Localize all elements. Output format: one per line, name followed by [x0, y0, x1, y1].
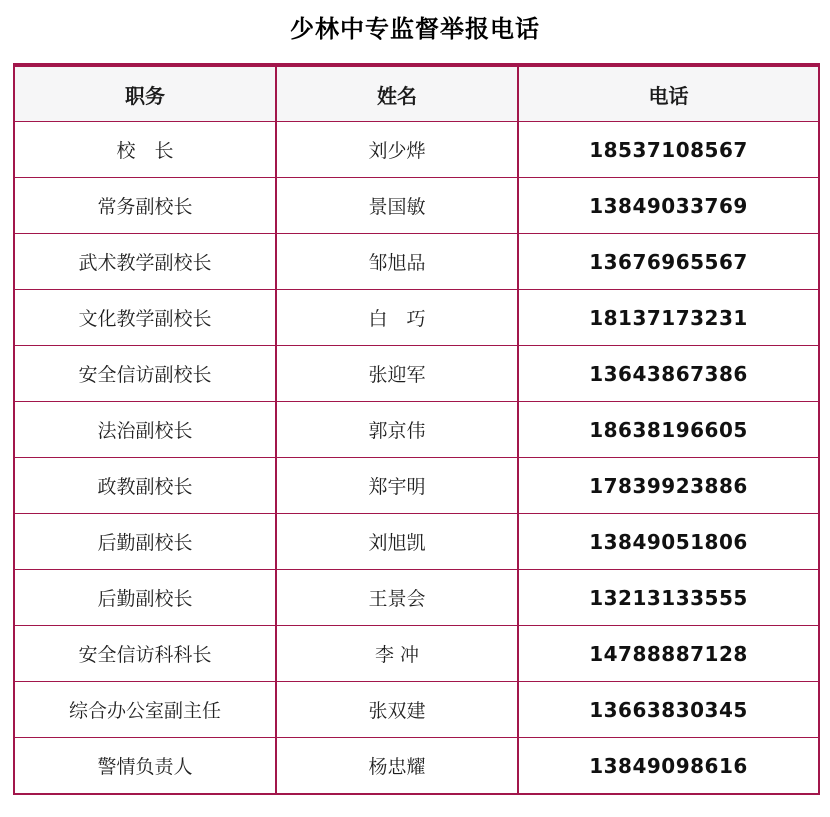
phone-cell: 17839923886	[518, 458, 819, 514]
name-cell: 刘少烨	[276, 122, 518, 178]
phone-cell: 13849098616	[518, 738, 819, 795]
table-body	[14, 122, 819, 795]
phone-cell: 13643867386	[518, 346, 819, 402]
table-row	[14, 290, 819, 346]
position-cell: 武术教学副校长	[14, 234, 276, 290]
phone-cell: 18537108567	[518, 122, 819, 178]
phone-cell: 13663830345	[518, 682, 819, 738]
table-row	[14, 122, 819, 178]
column-header-name: 姓名	[276, 65, 518, 122]
table-row	[14, 234, 819, 290]
position-cell: 后勤副校长	[14, 570, 276, 626]
phone-cell: 18638196605	[518, 402, 819, 458]
table-row	[14, 458, 819, 514]
position-cell: 常务副校长	[14, 178, 276, 234]
report-phone-table	[13, 63, 820, 795]
name-cell: 杨忠耀	[276, 738, 518, 795]
page-title: 少林中专监督举报电话	[290, 15, 540, 43]
phone-cell: 18137173231	[518, 290, 819, 346]
name-cell: 张双建	[276, 682, 518, 738]
table-row	[14, 626, 819, 682]
position-cell: 校 长	[14, 122, 276, 178]
table-row	[14, 738, 819, 795]
table-row	[14, 346, 819, 402]
phone-cell: 13849051806	[518, 514, 819, 570]
phone-cell: 13676965567	[518, 234, 819, 290]
name-cell: 郭京伟	[276, 402, 518, 458]
table-header	[14, 65, 819, 122]
header-row	[14, 65, 819, 122]
column-header-phone: 电话	[518, 65, 819, 122]
position-cell: 文化教学副校长	[14, 290, 276, 346]
name-cell: 李 冲	[276, 626, 518, 682]
table-row	[14, 402, 819, 458]
name-cell: 刘旭凯	[276, 514, 518, 570]
table-row	[14, 682, 819, 738]
name-cell: 景国敏	[276, 178, 518, 234]
position-cell: 法治副校长	[14, 402, 276, 458]
position-cell: 综合办公室副主任	[14, 682, 276, 738]
position-cell: 警情负责人	[14, 738, 276, 795]
name-cell: 郑宇明	[276, 458, 518, 514]
name-cell: 王景会	[276, 570, 518, 626]
position-cell: 安全信访副校长	[14, 346, 276, 402]
position-cell: 安全信访科科长	[14, 626, 276, 682]
name-cell: 张迎军	[276, 346, 518, 402]
name-cell: 白 巧	[276, 290, 518, 346]
table-row	[14, 178, 819, 234]
phone-cell: 14788887128	[518, 626, 819, 682]
column-header-position: 职务	[14, 65, 276, 122]
phone-cell: 13213133555	[518, 570, 819, 626]
table-row	[14, 514, 819, 570]
name-cell: 邹旭品	[276, 234, 518, 290]
position-cell: 后勤副校长	[14, 514, 276, 570]
table-row	[14, 570, 819, 626]
phone-cell: 13849033769	[518, 178, 819, 234]
position-cell: 政教副校长	[14, 458, 276, 514]
